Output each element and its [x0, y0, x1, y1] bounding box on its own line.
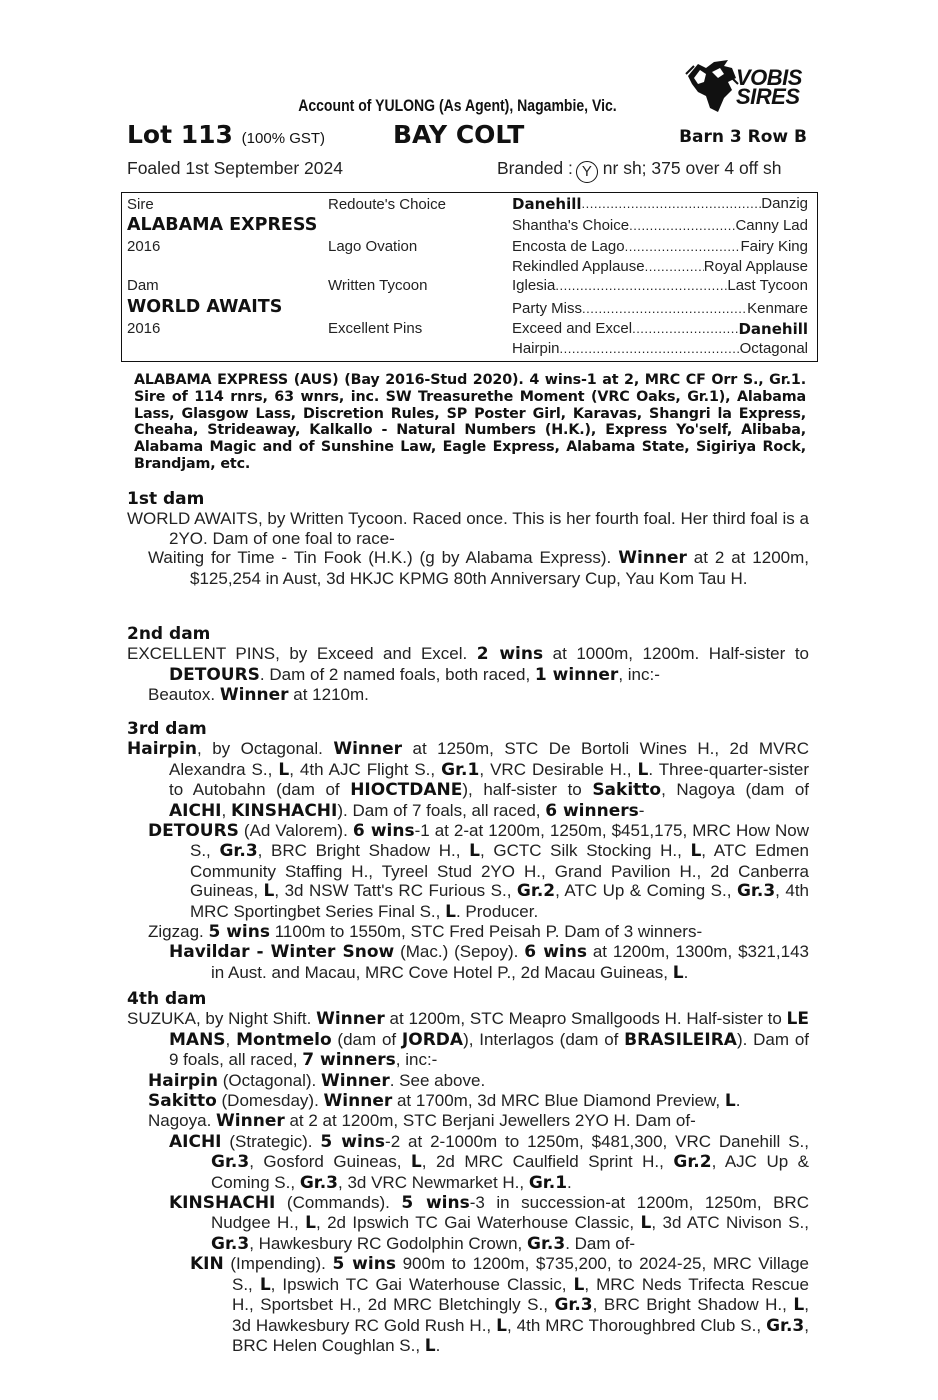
text: ). Dam of 9 foals, all raced, — [169, 1029, 809, 1070]
section-body — [127, 509, 809, 588]
bold-text: Winner — [618, 548, 687, 569]
progeny-entry — [127, 1009, 809, 1070]
gst-note: (100% GST) — [241, 130, 326, 147]
bold-text: 5 wins — [208, 922, 270, 943]
progeny-entry — [127, 922, 809, 942]
progeny-entry — [127, 1071, 809, 1091]
vendor-account: Account of YULONG (As Agent), Nagambie, Vic. — [298, 97, 617, 115]
bold-text: 6 winners — [545, 800, 639, 821]
section-heading: 3rd dam — [127, 719, 207, 739]
text: at 1200m, 1300m, $321,143 in Aust. and Macau, MRC Cove Hotel P., 2d Macau Guineas, — [211, 942, 809, 982]
bold-text: L — [672, 962, 684, 983]
text: , VRC Desirable H., — [479, 759, 638, 779]
bold-text: 6 wins — [524, 942, 587, 963]
dam-label: Dam — [127, 277, 159, 294]
bold-text: AICHI — [169, 800, 222, 821]
text: , 4th AJC Flight S., — [289, 759, 442, 779]
lot-number: Lot 113 (100% GST) — [127, 120, 326, 149]
dam-section-4 — [127, 990, 809, 1356]
bold-text: L — [305, 1213, 316, 1234]
bold-text: Gr.1 — [441, 759, 480, 780]
text: (Impending). — [223, 1254, 333, 1274]
text: at 1200m, STC Meapro Smallgoods H. Half-sister to — [384, 1009, 787, 1029]
text: -2 at 2-1000m to 1250m, $481,300, VRC Danehill S., — [385, 1131, 809, 1151]
lot-line — [127, 120, 809, 152]
bold-text: Winner — [321, 1070, 390, 1091]
bold-text: Winner — [316, 1009, 385, 1030]
bold-text: Gr.2 — [673, 1152, 712, 1173]
bold-text: 1 winner — [534, 664, 619, 685]
bold-text: Havildar - Winter Snow — [169, 942, 395, 963]
text: , 2d MRC Caulfield Sprint H., — [421, 1152, 674, 1172]
bold-text: 6 wins — [352, 821, 415, 842]
bold-text: L — [690, 841, 702, 862]
text: -3 in succession-at 1200m, 1250m, BRC Nudgee H., — [211, 1193, 809, 1233]
bold-text: L — [793, 1295, 805, 1316]
text: Beautox. — [148, 685, 220, 705]
text: . — [567, 1172, 572, 1192]
text: , — [221, 800, 231, 820]
text: Nagoya. — [148, 1111, 217, 1131]
granddam-maternal: Excellent Pins — [328, 320, 423, 337]
progeny-entry — [127, 821, 809, 922]
brand-symbol-icon: Y — [576, 161, 598, 183]
text: , GCTC Silk Stocking H., — [479, 841, 691, 861]
sire-year: 2016 — [127, 238, 161, 255]
bold-text: HIOCTDANE — [350, 780, 463, 801]
bold-text: LE MANS — [169, 1009, 809, 1050]
logo-line1: VOBIS — [736, 65, 802, 90]
text: , 3d VRC Newmarket H., — [338, 1172, 529, 1192]
bold-text: Winner — [219, 685, 289, 706]
barn-location: Barn 3 Row B — [679, 127, 807, 147]
bold-text: Montmelo — [236, 1029, 332, 1050]
bold-text: Sakitto — [148, 1091, 217, 1112]
dam-name: WORLD AWAITS — [127, 297, 283, 317]
sire-summary: ALABAMA EXPRESS (AUS) (Bay 2016-Stud 2020). 4 wins-1 at 2, MRC CF Orr S., Gr.1. Sire of 114 rnrs, 63 wnrs, inc. SW Treasurethe Moment (VRC Oaks, Gr.1), Alabama Lass, Glasgow Lass, Discretion Rules, SP Poster Girl, Karavas, Shangri la Express, Cheaha, Strideaway, Kalkallo - Natural Numbers (H.K.), Express Yo'self, Alibaba, Alabama Magic and of Sunshine Law, Eagle Express, Alabama State, Sigiriya Rock, Brandjam, etc. — [134, 372, 806, 472]
bold-text: KIN — [190, 1254, 224, 1275]
text: ), half-sister to — [462, 780, 593, 800]
text: , 3d ATC Nivison S., — [651, 1213, 809, 1233]
text: . — [735, 1091, 741, 1111]
text: Zigzag. — [148, 922, 209, 942]
bold-text: 5 wins — [332, 1254, 396, 1275]
text: EXCELLENT PINS, by Exceed and Excel. — [127, 644, 477, 664]
bold-text: L — [724, 1091, 736, 1112]
text: at 1250m, STC De Bortoli Wines H., 2d MVRC Alexandra S., — [169, 739, 809, 779]
text: , ATC Edmen Community Staffing H., Tyreel Stud 2YO H., Grand Pavilion H., 2d Canberra Guineas, — [190, 841, 809, 901]
text: , by Octagonal. — [197, 739, 334, 759]
bold-text: Gr.1 — [528, 1172, 568, 1193]
bold-text: AICHI — [169, 1131, 222, 1152]
bold-text: Gr.3 — [736, 881, 776, 902]
text: (Domesday). — [216, 1091, 324, 1111]
text: . — [683, 962, 689, 982]
text: , BRC Bright Shadow H., — [592, 1295, 794, 1315]
progeny-entry — [127, 739, 809, 821]
text: (Commands). — [275, 1193, 402, 1213]
granddam-paternal: Lago Ovation — [328, 238, 418, 255]
bold-text: JORDA — [401, 1029, 464, 1050]
text: (Mac.) (Sepoy). — [394, 942, 525, 962]
progeny-entry — [127, 548, 809, 588]
progeny-entry — [127, 942, 809, 983]
progeny-entry — [127, 1111, 809, 1131]
bold-text: 7 winners — [302, 1050, 396, 1071]
great-grandparent-row: Encosta de Lago ..... Fairy King — [512, 238, 808, 255]
bold-text: 2 wins — [476, 644, 544, 665]
text: , BRC Bright Shadow H., — [257, 841, 470, 861]
text: , — [225, 1029, 237, 1049]
sire-name: ALABAMA EXPRESS — [127, 215, 318, 235]
text: at 2 at 1200m, $125,254 in Aust, 3d HKJC KPMG 80th Anniversary Cup, Yau Kom Tau H. — [190, 548, 810, 588]
text: . Dam of- — [565, 1233, 636, 1253]
text: -1 at 2-at 1200m, 1250m, $451,175, MRC How Now S., — [190, 821, 809, 861]
text: , Hawkesbury RC Godolphin Crown, — [249, 1233, 527, 1253]
section-body — [127, 739, 809, 983]
bold-text: L — [410, 1152, 422, 1173]
text: . See above. — [389, 1070, 486, 1090]
section-body — [127, 1009, 809, 1356]
bold-text: Gr.3 — [299, 1172, 339, 1193]
text: , ATC Up & Coming S., — [555, 881, 737, 901]
bold-text: BRASILEIRA — [624, 1029, 737, 1050]
text: - — [638, 800, 645, 820]
dam-section-2 — [127, 625, 809, 706]
text: at 1210m. — [288, 685, 369, 705]
bold-text: Winner — [333, 739, 403, 760]
bold-text: Gr.3 — [211, 1233, 250, 1254]
dam-section-1 — [127, 490, 809, 588]
bold-text: Hairpin — [148, 1070, 219, 1091]
great-grandparent-row: Hairpin ..... Octagonal — [512, 340, 808, 357]
bold-text: Hairpin — [127, 739, 198, 760]
text: 900m to 1200m, $735,200, to 2024-25, MRC Village S., — [232, 1254, 809, 1294]
text: , Gosford Guineas, — [249, 1152, 411, 1172]
text: , inc:- — [395, 1050, 438, 1070]
bold-text: 5 wins — [320, 1131, 386, 1152]
bold-text: 5 wins — [401, 1193, 470, 1214]
bold-text: KINSHACHI — [169, 1193, 276, 1214]
bold-text: L — [640, 1213, 652, 1234]
bold-text: Winner — [216, 1111, 285, 1132]
progeny-entry — [127, 1193, 809, 1254]
bold-text: L — [259, 1274, 271, 1295]
sire-label: Sire — [127, 196, 154, 213]
text: , Ipswich TC Gai Waterhouse Classic, — [270, 1274, 574, 1294]
great-grandparent-row: Party Miss ..... Kenmare — [512, 300, 808, 317]
text: , AJC Up & Coming S., — [211, 1152, 810, 1192]
bold-text: Gr.3 — [766, 1315, 805, 1336]
bold-text: Gr.3 — [219, 841, 258, 862]
text: WORLD AWAITS, by Written Tycoon. Raced once. This is her fourth foal. Her third foal is a 2YO. Dam of one foal to race- — [127, 509, 809, 548]
text: (Ad Valorem). — [238, 821, 353, 841]
great-grandparent-row: Shantha's Choice ..... Canny Lad — [512, 217, 808, 234]
section-heading: 2nd dam — [127, 624, 211, 644]
text: , Nagoya (dam of — [661, 780, 809, 800]
progeny-entry — [127, 1132, 809, 1193]
grandsire-maternal: Written Tycoon — [328, 277, 428, 294]
logo-line2: SIRES — [736, 84, 800, 109]
dam-section-3 — [127, 720, 809, 983]
colour-sex: BAY COLT — [393, 120, 525, 149]
progeny-entry — [127, 644, 809, 685]
great-grandparent-row: Exceed and Excel ..... Danehill — [512, 320, 808, 338]
bold-text: L — [445, 901, 456, 922]
text: Waiting for Time - Tin Fook (H.K.) (g by Alabama Express). — [148, 548, 619, 568]
text: , inc:- — [618, 664, 660, 684]
bold-text: Gr.3 — [526, 1233, 566, 1254]
bold-text: L — [424, 1335, 436, 1356]
bold-text: Winner — [323, 1091, 393, 1112]
bold-text: L — [263, 881, 275, 902]
text: . Three-quarter-sister to Autobahn (dam of — [169, 759, 810, 800]
section-heading: 1st dam — [127, 489, 205, 509]
text: , 3d NSW Tatt's RC Furious S., — [274, 881, 517, 901]
bold-text: L — [469, 841, 480, 862]
text: , BRC Helen Coughlan S., — [232, 1315, 809, 1355]
text: at 2 at 1200m, STC Berjani Jewellers 2YO H. Dam of- — [284, 1111, 696, 1131]
text: ). Dam of 7 foals, all raced, — [337, 800, 546, 820]
text: at 1000m, 1200m. Half-sister to — [543, 644, 809, 664]
progeny-entry — [127, 685, 809, 705]
branded-info: Branded : Y nr sh; 375 over 4 off sh — [497, 158, 781, 183]
bold-text: L — [496, 1315, 507, 1336]
great-grandparent-row: Danehill ..... Danzig — [512, 195, 808, 213]
bold-text: Sakitto — [592, 780, 662, 801]
section-heading: 4th dam — [127, 989, 207, 1009]
text: , 2d Ipswich TC Gai Waterhouse Classic, — [315, 1213, 641, 1233]
bold-text: Gr.3 — [211, 1152, 250, 1173]
bold-text: Gr.2 — [516, 881, 556, 902]
bold-text: L — [278, 759, 290, 780]
great-grandparent-row: Rekindled Applause ..... Royal Applause — [512, 258, 808, 275]
text: SUZUKA, by Night Shift. — [127, 1009, 317, 1029]
foaled-date: Foaled 1st September 2024 — [127, 158, 343, 178]
dam-year: 2016 — [127, 320, 161, 337]
bold-text: L — [637, 759, 649, 780]
text: . — [435, 1335, 441, 1355]
progeny-entry — [127, 1091, 809, 1111]
bold-text: DETOURS — [148, 821, 239, 842]
grandsire-paternal: Redoute's Choice — [328, 196, 446, 213]
pedigree-table — [121, 192, 818, 362]
text: (dam of — [331, 1029, 402, 1049]
progeny-entry — [127, 1254, 809, 1356]
text: . Dam of 2 named foals, both raced, — [259, 664, 535, 684]
text: , 4th MRC Sportingbet Series Final S., — [190, 881, 809, 921]
text: at 1700m, 3d MRC Blue Diamond Preview, — [392, 1091, 725, 1111]
progeny-entry — [127, 509, 809, 548]
text: (Octagonal). — [218, 1070, 322, 1090]
text: , 4th MRC Thoroughbred Club S., — [506, 1315, 767, 1335]
bold-text: L — [573, 1274, 585, 1295]
bold-text: KINSHACHI — [230, 800, 338, 821]
bold-text: Gr.3 — [554, 1295, 593, 1316]
section-body — [127, 644, 809, 705]
text: , 3d Hawkesbury RC Gold Rush H., — [232, 1295, 809, 1335]
text: (Strategic). — [221, 1131, 321, 1151]
text: ), Interlagos (dam of — [463, 1029, 625, 1049]
text: 1100m to 1550m, STC Fred Peisah P. Dam of 3 winners- — [270, 922, 703, 942]
bold-text: DETOURS — [169, 664, 260, 685]
great-grandparent-row: Iglesia ..... Last Tycoon — [512, 277, 808, 294]
text: . Producer. — [455, 901, 539, 921]
text: , MRC Neds Trifecta Rescue H., Sportsbet H., 2d MRC Bletchingly S., — [232, 1274, 809, 1315]
